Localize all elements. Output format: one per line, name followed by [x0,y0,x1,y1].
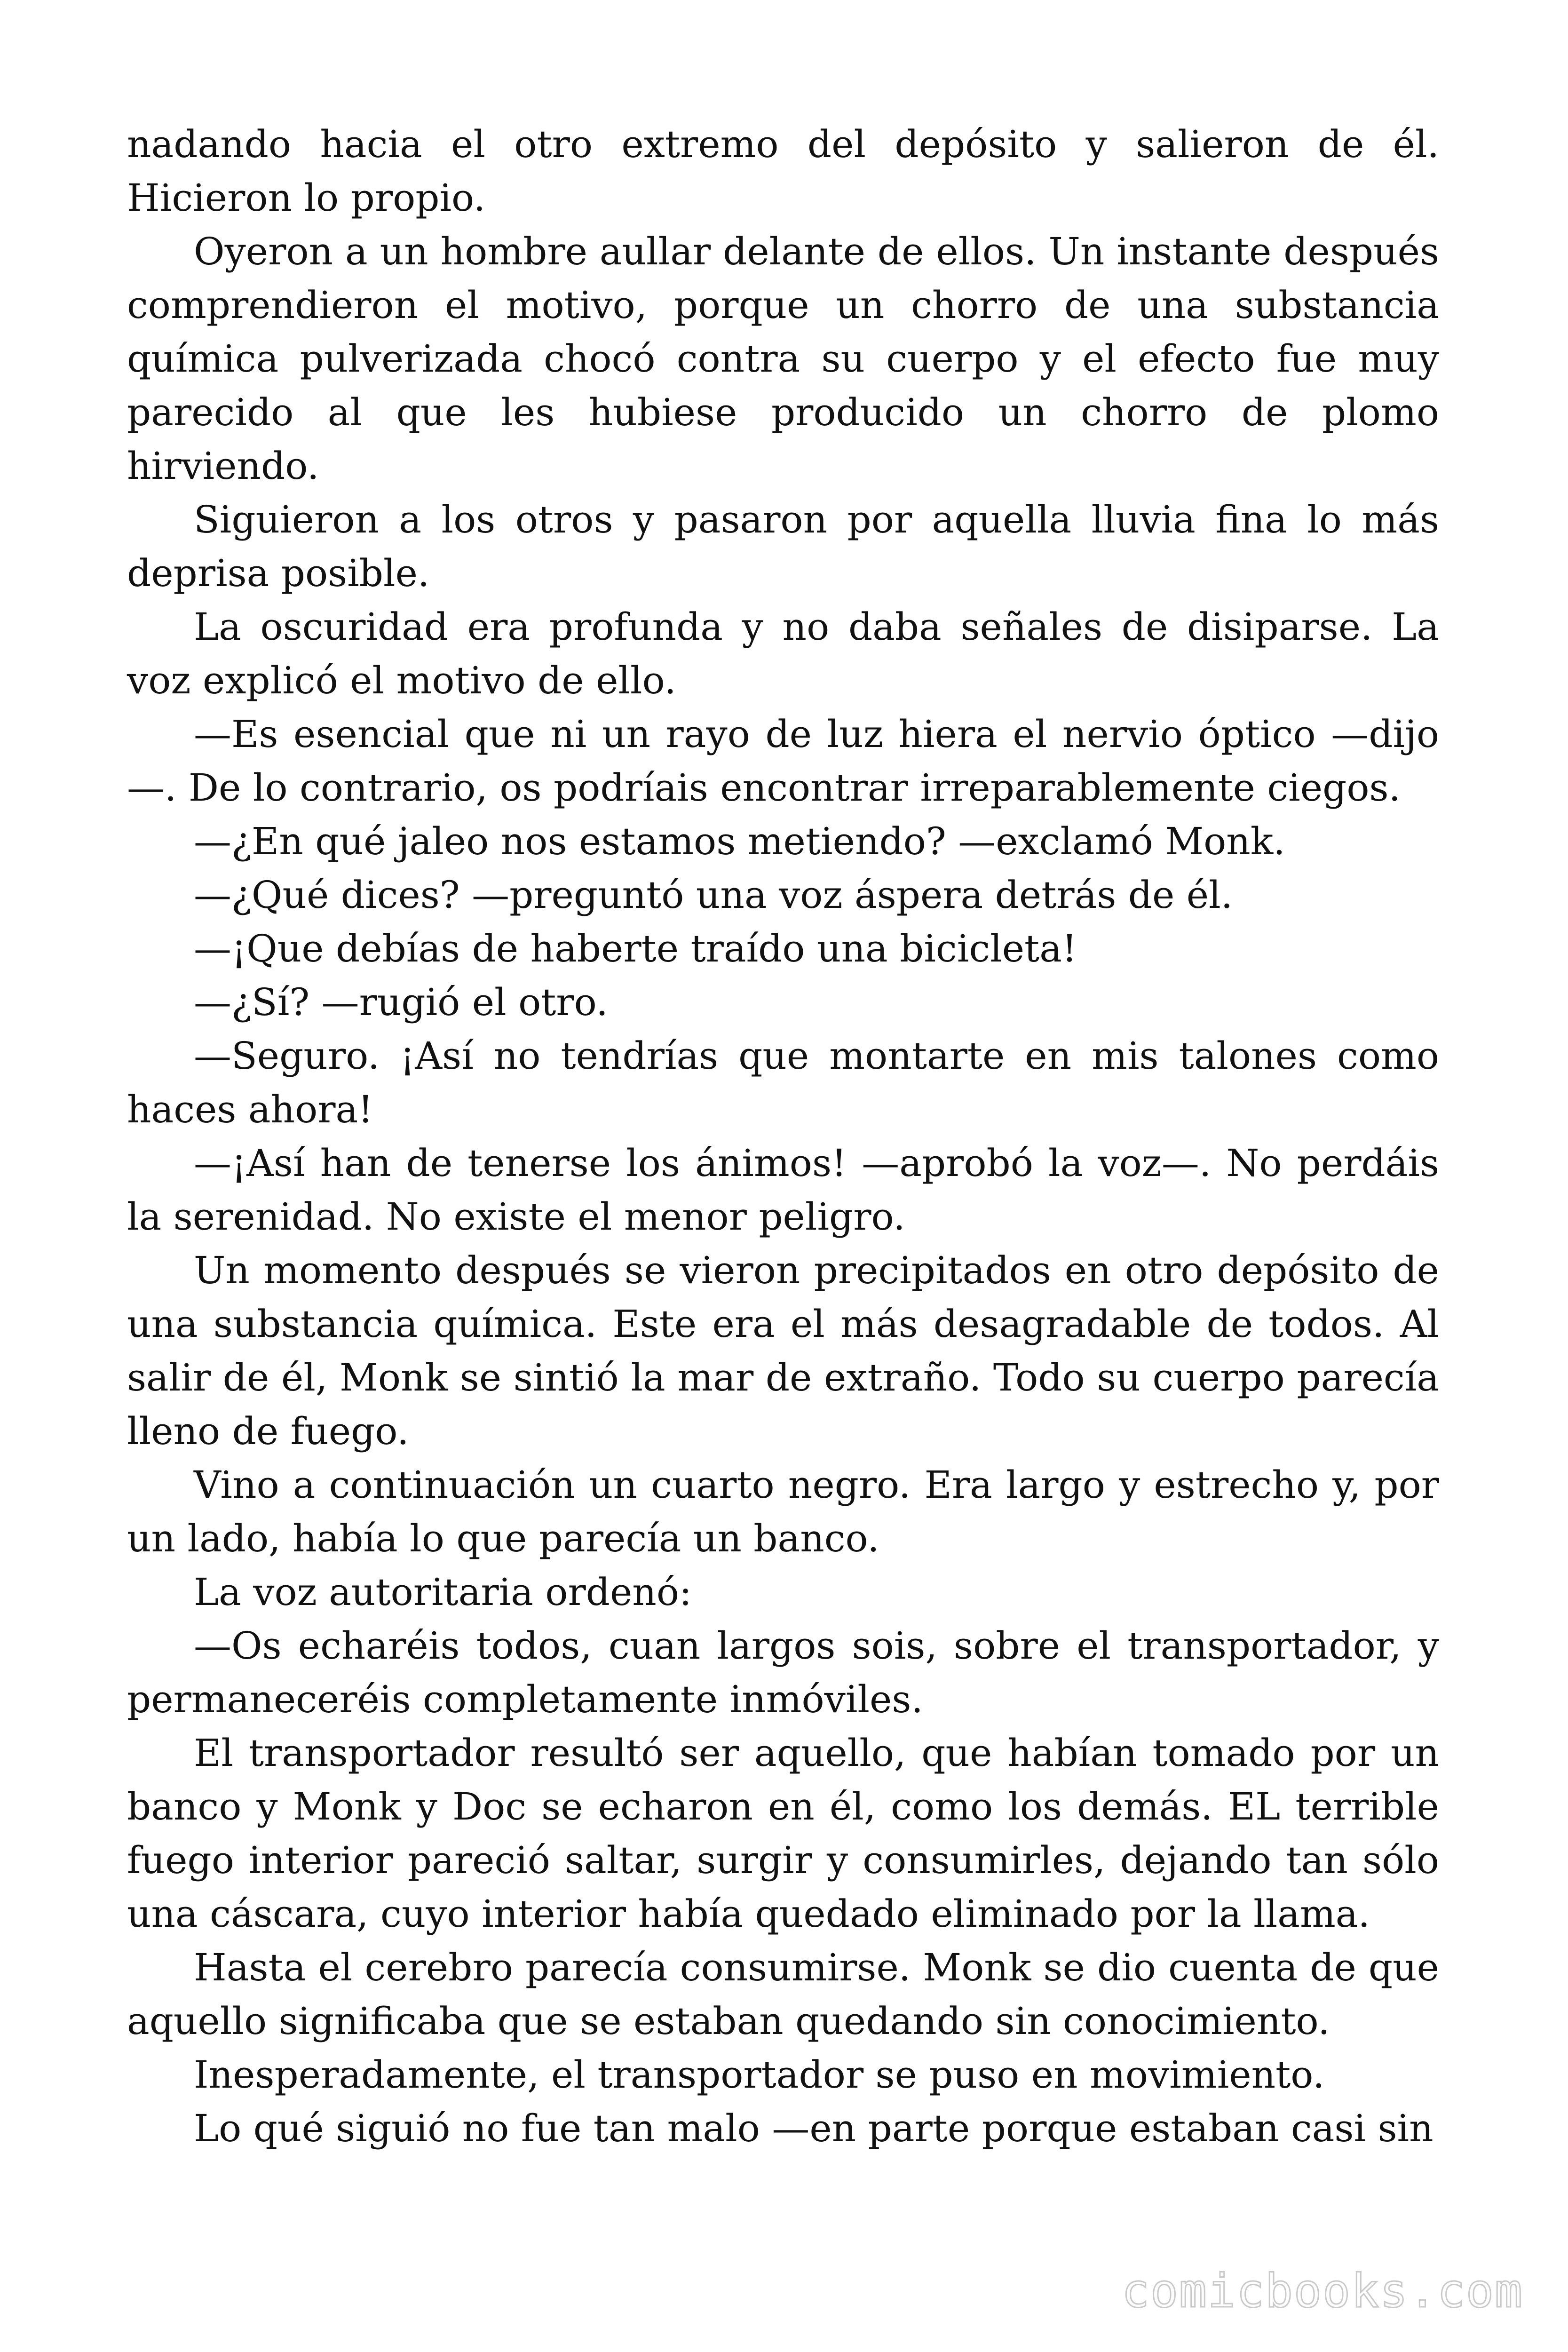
paragraph: Vino a continuación un cuarto negro. Era largo y estrecho y, por un lado, había lo que parecía un banco. [127,1463,1439,1560]
paragraph: —¡Así han de tenerse los ánimos! —aprobó la voz—. No perdáis la serenidad. No existe el menor peligro. [127,1141,1439,1239]
paragraph: —Es esencial que ni un rayo de luz hiera el nervio óptico —dijo —. De lo contrario, os podríais encontrar irreparablemente ciegos. [127,712,1439,810]
paragraph: Oyeron a un hombre aullar delante de ellos. Un instante después comprendieron el motivo, porque un chorro de una substancia química pulverizada chocó contra su cuerpo y el efecto fue muy parecido al que les hubiese producido un chorro de plomo hirviendo. [127,230,1439,488]
paragraph: Lo qué siguió no fue tan malo —en parte porque estaban casi sin [194,2106,1433,2150]
paragraph: —Seguro. ¡Así no tendrías que montarte en mis talones como haces ahora! [127,1034,1439,1131]
paragraph: —¡Que debías de haberte traído una bicicleta! [194,927,1077,970]
paragraph: nadando hacia el otro extremo del depósito y salieron de él. Hicieron lo propio. [127,122,1439,220]
paragraph: Inesperadamente, el transportador se puso en movimiento. [194,2053,1325,2097]
paragraph: —¿Sí? —rugió el otro. [194,980,608,1024]
paragraph: —¿En qué jaleo nos estamos metiendo? —exclamó Monk. [194,819,1285,863]
paragraph: Siguieron a los otros y pasaron por aquella lluvia fina lo más deprisa posible. [127,498,1439,595]
paragraph: —Os echaréis todos, cuan largos sois, sobre el transportador, y permaneceréis completamente inmóviles. [127,1624,1439,1721]
paragraph: La voz autoritaria ordenó: [194,1570,692,1614]
watermark-logo: comicbooks.com [1121,2265,1523,2318]
page-body [127,118,1439,2155]
paragraph: Hasta el cerebro parecía consumirse. Monk se dio cuenta de que aquello significaba que se estaban quedando sin conocimiento. [127,1946,1439,2043]
paragraph: El transportador resultó ser aquello, que habían tomado por un banco y Monk y Doc se echaron en él, como los demás. EL terrible fuego interior pareció saltar, surgir y consumirles, dejando tan sólo una cáscara, cuyo interior había quedado eliminado por la llama. [127,1731,1439,1936]
paragraph: —¿Qué dices? —preguntó una voz áspera detrás de él. [194,873,1233,917]
paragraph: Un momento después se vieron precipitados en otro depósito de una substancia química. Este era el más desagradable de todos. Al salir de él, Monk se sintió la mar de extraño. Todo su cuerpo parecía lleno de fuego. [127,1248,1439,1453]
paragraph: La oscuridad era profunda y no daba señales de disiparse. La voz explicó el motivo de ello. [127,605,1439,702]
